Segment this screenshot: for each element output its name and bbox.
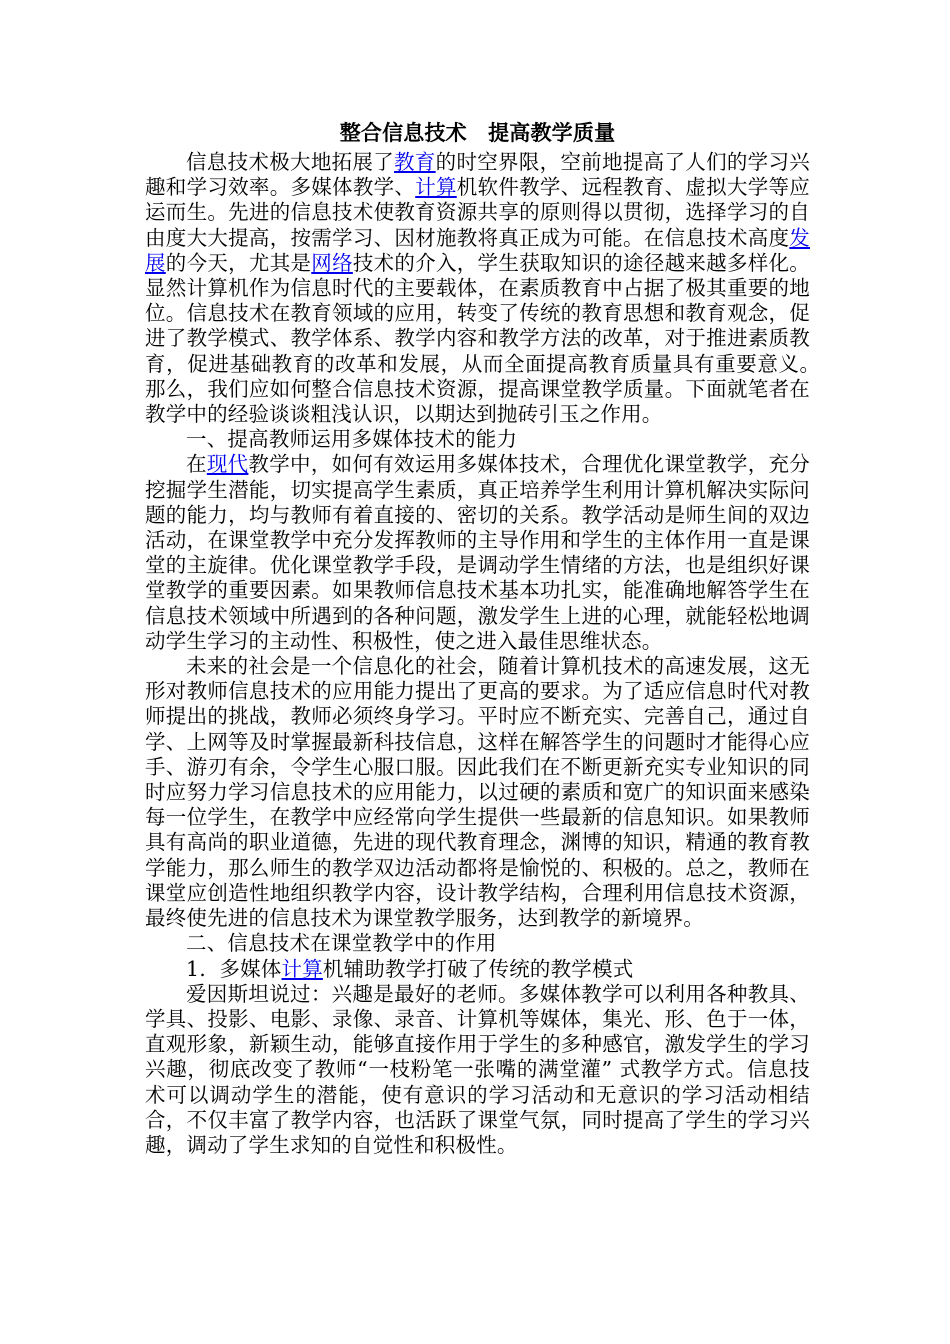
document-page <box>145 118 831 1158</box>
document-title: 整合信息技术 提高教学质量 <box>339 121 616 145</box>
link-jisuan-2[interactable]: 计算 <box>281 956 323 981</box>
section-heading-2: 二、信息技术在课堂教学中的作用 <box>186 931 497 956</box>
paragraph-einstein: 爱因斯坦说过：兴趣是最好的老师。多媒体教学可以利用各种教具、学具、投影、电影、录像、录音、计算机等媒体，集光、形、色于一体，直观形象，新颖生动，能够直接作用于学生的多种感官，激发学生的学习兴趣，彻底改变了教师“一枝粉笔一张嘴的满堂灌” 式教学方式。信息技术可以调动学生的潜能，使有意识的学习活动和无意识的学习活动相结合，不仅丰富了教学内容，也活跃了课堂气氛，同时提高了学生的学习兴趣，调动了学生求知的自觉性和积极性。 <box>145 981 810 1157</box>
link-jiaoyu[interactable]: 教育 <box>394 150 436 174</box>
paragraph-teacher-skill: 在现代教学中，如何有效运用多媒体技术，合理优化课堂教学，充分挖掘学生潜能，切实提高学生素质，真正培养学生利用计算机解决实际问题的能力，均与教师有着直接的、密切的关系。教学活动是师生间的双边活动，在课堂教学中充分发挥教师的主导作用和学生的主体作用一直是课堂的主旋律。优化课堂教学手段，是调动学生情绪的方法，也是组织好课堂教学的重要因素。如果教师信息技术基本功扎实，能准确地解答学生在信息技术领域中所遇到的各种问题，激发学生上进的心理，就能轻松地调动学生学习的主动性、积极性，使之进入最佳思维状态。 <box>145 452 810 653</box>
subsection-heading-1: 1. 多媒体计算机辅助教学打破了传统的教学模式 <box>186 956 634 981</box>
link-xiandai[interactable]: 现代 <box>206 452 249 477</box>
paragraph-future-society: 未来的社会是一个信息化的社会，随着计算机技术的高速发展，这无形对教师信息技术的应用能力提出了更高的要求。为了适应信息时代对教师提出的挑战，教师必须终身学习。平时应不断充实、完善自己，通过自学、上网等及时掌握最新科技信息，这样在解答学生的问题时才能得心应手、游刃有余，令学生心服口服。因此我们在不断更新充实专业知识的同时应努力学习信息技术的应用能力，以过硬的素质和宽广的知识面来感染每一位学生，在教学中应经常向学生提供一些最新的信息知识。如果教师具有高尚的职业道德，先进的现代教育理念，渊博的知识，精通的教育教学能力，那么师生的教学双边活动都将是愉悦的、积极的。总之，教师在课堂应创造性地组织教学内容，设计教学结构，合理利用信息技术资源，最终使先进的信息技术为课堂教学服务，达到教学的新境界。 <box>145 654 810 931</box>
link-wangluo[interactable]: 网络 <box>311 250 353 275</box>
paragraph-intro: 信息技术极大地拓展了教育的时空界限，空前地提高了人们的学习兴趣和学习效率。多媒体教学、计算机软件教学、远程教育、虚拟大学等应运而生。先进的信息技术使教育资源共享的原则得以贯彻，选择学习的自由度大大提高，按需学习、因材施教将真正成为可能。在信息技术高度发展的今天，尤其是网络技术的介入，学生获取知识的途径越来越多样化。显然计算机作为信息时代的主要载体，在素质教育中占据了极其重要的地位。信息技术在教育领域的应用，转变了传统的教育思想和教育观念，促进了教学模式、教学体系、教学内容和教学方法的改革，对于推进素质教育，促进基础教育的改革和发展，从而全面提高教育质量具有重要意义。 那么，我们应如何整合信息技术资源，提高课堂教学质量。下面就笔者在教学中的经验谈谈粗浅认识，以期达到抛砖引玉之作用。 <box>145 150 831 427</box>
link-fazhan[interactable]: 发展 <box>145 225 810 275</box>
section-heading-1: 一、提高教师运用多媒体技术的能力 <box>186 427 518 452</box>
link-jisuan[interactable]: 计算 <box>415 175 457 200</box>
